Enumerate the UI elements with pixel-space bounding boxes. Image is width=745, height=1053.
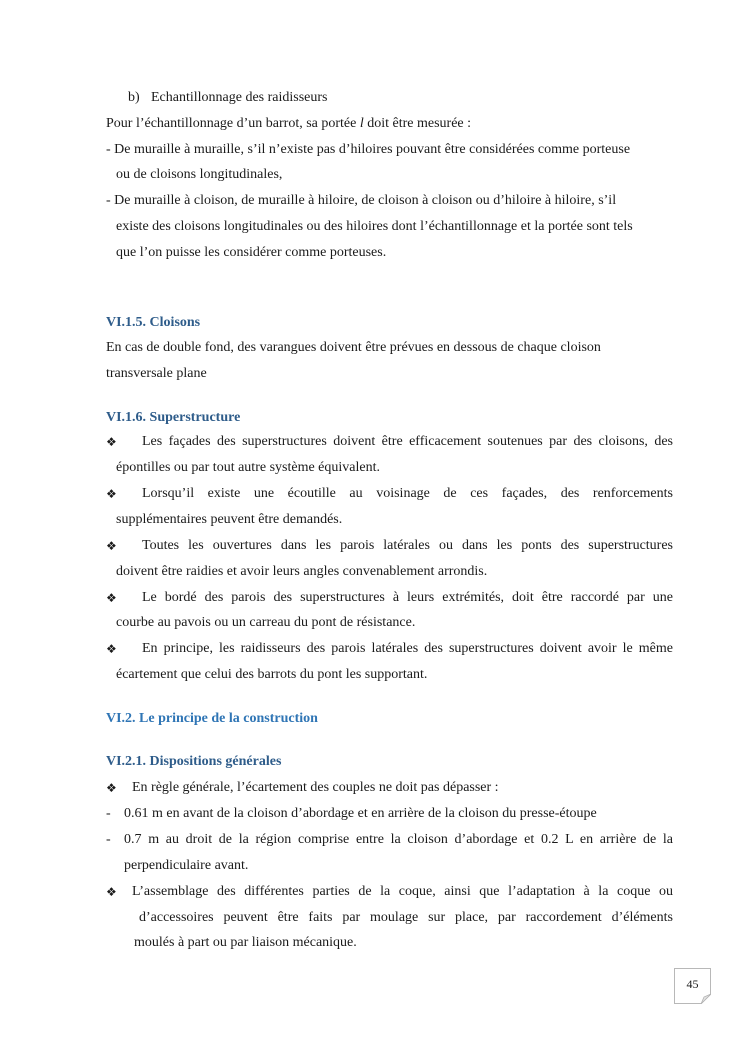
superstructure-item-4-line2: courbe au pavois ou un carreau du pont de résistance.: [116, 615, 416, 630]
span-item-1-line2: ou de cloisons longitudinales,: [116, 167, 283, 182]
dash-marker: -: [106, 806, 111, 821]
diamond-bullet-icon: ❖: [106, 642, 117, 656]
superstructure-item-5-line1: En principe, les raidisseurs des parois latérales des superstructures doivent avoir le même: [142, 641, 673, 656]
dispositions-dash-2-line1: 0.7 m au droit de la région comprise entre la cloison d’abordage et 0.2 L en arrière de la: [124, 832, 673, 847]
superstructure-item-3-line1: Toutes les ouvertures dans les parois latérales ou dans les ponts des superstructures: [142, 538, 673, 553]
intro-italic-variable: l: [359, 116, 364, 131]
dispositions-dash-2-line2: perpendiculaire avant.: [124, 858, 249, 873]
dispositions-bullet-1: En règle générale, l’écartement des couples ne doit pas dépasser :: [132, 780, 499, 795]
diamond-bullet-icon: ❖: [106, 539, 117, 553]
span-item-2-line2: existe des cloisons longitudinales ou des hiloires dont l’échantillonnage et la portée sont tels: [116, 219, 633, 234]
cloisons-line1: En cas de double fond, des varangues doivent être prévues en dessous de chaque cloison: [106, 340, 601, 355]
heading-dispositions: VI.2.1. Dispositions générales: [106, 754, 282, 769]
span-item-2-line3: que l’on puisse les considérer comme porteuses.: [116, 245, 387, 260]
dash-marker: -: [106, 832, 111, 847]
subsection-marker: b): [128, 90, 140, 105]
superstructure-item-2-line1: Lorsqu’il existe une écoutille au voisinage de ces façades, des renforcements: [142, 486, 673, 501]
diamond-bullet-icon: ❖: [106, 487, 117, 501]
span-item-1-line1: - De muraille à muraille, s’il n’existe pas d’hiloires pouvant être considérées comme porteuse: [106, 142, 631, 157]
intro-text-end: doit être mesurée :: [363, 116, 472, 131]
page-curl-icon: [701, 994, 711, 1004]
superstructure-item-1-line1: Les façades des superstructures doivent être efficacement soutenues par des cloisons, des: [142, 434, 673, 449]
heading-construction: VI.2. Le principe de la construction: [106, 711, 318, 726]
heading-superstructure: VI.1.6. Superstructure: [106, 410, 241, 425]
page-number-box: [674, 968, 711, 1004]
diamond-bullet-icon: ❖: [106, 591, 117, 605]
superstructure-item-5-line2: écartement que celui des barrots du pont les supportant.: [116, 667, 428, 682]
superstructure-item-4-line1: Le bordé des parois des superstructures à leurs extrémités, doit être raccordé par une: [142, 590, 673, 605]
diamond-bullet-icon: ❖: [106, 885, 117, 899]
span-item-2-line1: - De muraille à cloison, de muraille à hiloire, de cloison à cloison ou d’hiloire à hiloire, s’il: [106, 193, 617, 208]
dispositions-bullet-2-line2: d’accessoires peuvent être faits par moulage sur place, par raccordement d’éléments: [139, 910, 673, 925]
diamond-bullet-icon: ❖: [106, 781, 117, 795]
superstructure-item-1-line2: épontilles ou par tout autre système équivalent.: [116, 460, 380, 475]
subsection-title: Echantillonnage des raidisseurs: [151, 90, 328, 105]
dispositions-bullet-2-line3: moulés à part ou par liaison mécanique.: [134, 935, 357, 950]
diamond-bullet-icon: ❖: [106, 435, 117, 449]
dispositions-dash-1: 0.61 m en avant de la cloison d’abordage et en arrière de la cloison du presse-étoupe: [124, 806, 597, 821]
page-number: 45: [686, 977, 699, 991]
intro-paragraph: [106, 114, 471, 134]
dispositions-bullet-2-line1: L’assemblage des différentes parties de la coque, ainsi que l’adaptation à la coque ou: [132, 884, 673, 899]
intro-text-start: Pour l’échantillonnage d’un barrot, sa portée: [106, 116, 360, 131]
heading-cloisons: VI.1.5. Cloisons: [106, 315, 201, 330]
superstructure-item-3-line2: doivent être raidies et avoir leurs angles convenablement arrondis.: [116, 564, 488, 579]
cloisons-line2: transversale plane: [106, 366, 207, 381]
superstructure-item-2-line2: supplémentaires peuvent être demandés.: [116, 512, 343, 527]
